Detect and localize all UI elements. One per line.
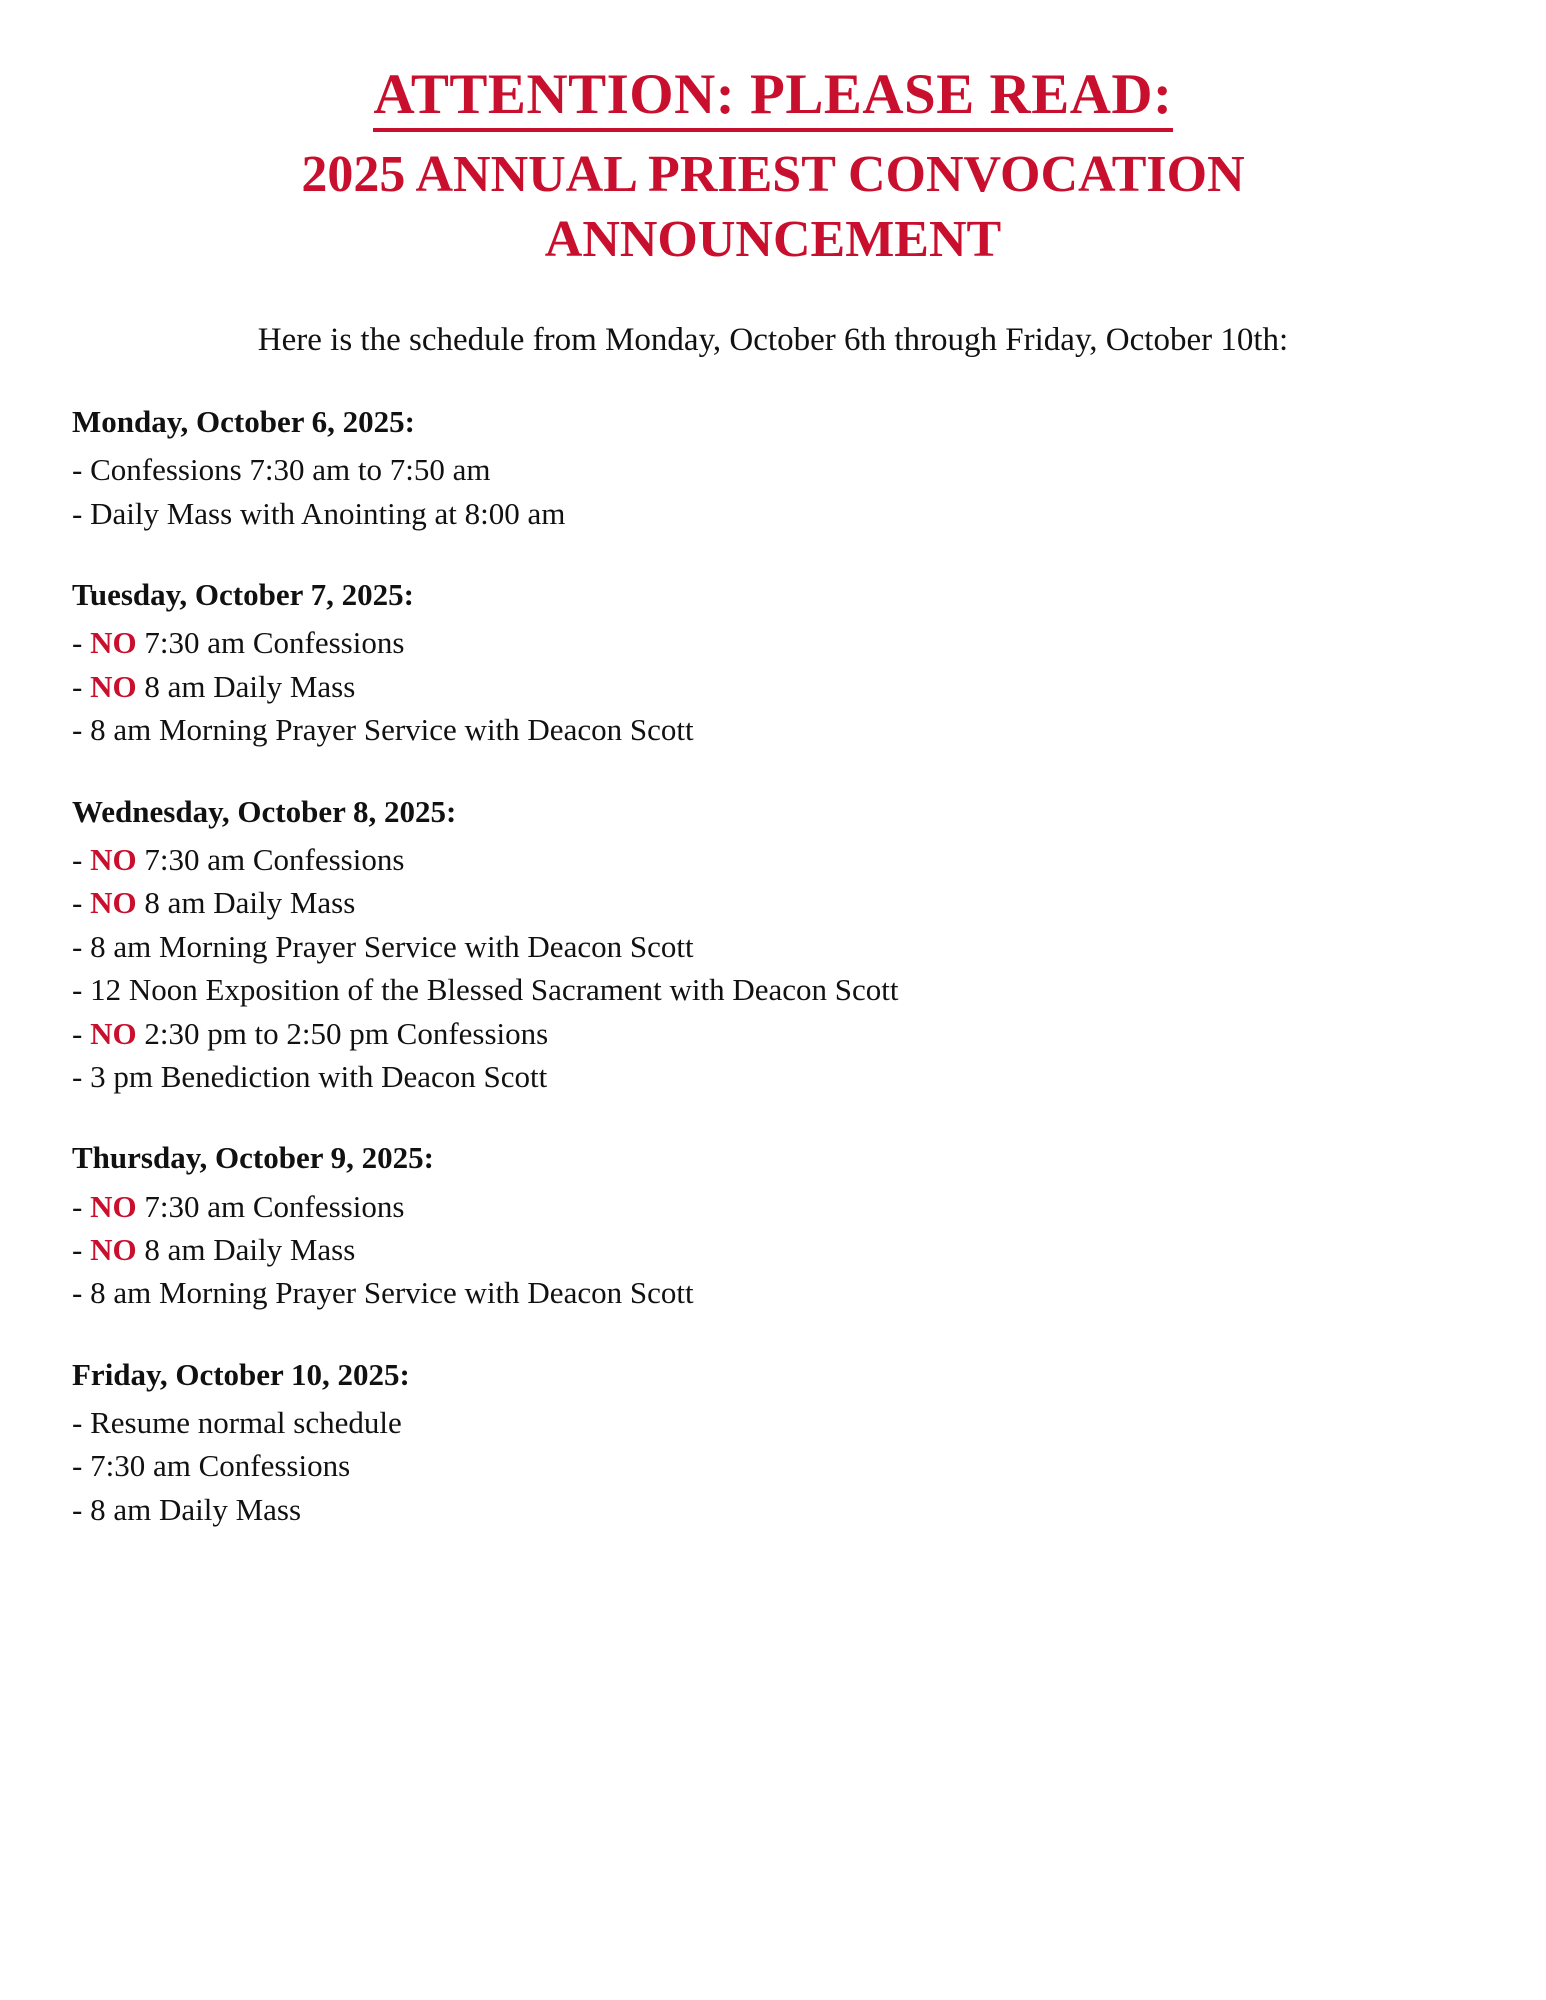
no-marker: NO [90,1188,137,1224]
day-heading: Tuesday, October 7, 2025: [72,577,414,613]
bullet-dash: - [72,885,91,921]
bullet-dash: - [72,1491,91,1527]
schedule-item [72,1444,1474,1487]
schedule-item [72,925,1474,968]
day-block [72,792,1474,1099]
bullet-dash: - [72,1448,91,1484]
bullet-dash: - [72,1015,91,1051]
schedule-item-text: 7:30 am Confessions [136,625,405,661]
day-heading: Friday, October 10, 2025: [72,1356,410,1392]
schedule-item [72,448,1474,491]
bullet-dash: - [72,1058,91,1094]
no-marker: NO [90,885,137,921]
schedule-item-text: 12 Noon Exposition of the Blessed Sacrament with Deacon Scott [90,972,899,1008]
attention-heading [72,62,1474,128]
schedule-item-text: 8 am Daily Mass [90,1491,302,1527]
schedule-item-text: 7:30 am Confessions [136,1188,405,1224]
bullet-dash: - [72,712,91,748]
schedule-item-text: 3 pm Benediction with Deacon Scott [90,1058,548,1094]
page-title: 2025 ANNUAL PRIEST CONVOCATION ANNOUNCEMENT [301,145,1245,268]
schedule-item-text: Resume normal schedule [90,1405,402,1441]
bullet-dash: - [72,625,91,661]
schedule-item [72,968,1474,1011]
schedule-item [72,665,1474,708]
schedule-item-text: 8 am Morning Prayer Service with Deacon Scott [90,712,694,748]
bullet-dash: - [72,495,91,531]
schedule-item-text: 8 am Daily Mass [136,668,356,704]
no-marker: NO [90,841,137,877]
intro-text: Here is the schedule from Monday, October 6th through Friday, October 10th: [257,321,1289,358]
schedule-item [72,1271,1474,1314]
schedule-item-text: 2:30 pm to 2:50 pm Confessions [136,1015,549,1051]
no-marker: NO [90,1015,137,1051]
day-block [72,402,1474,535]
schedule-item [72,881,1474,924]
day-block [72,575,1474,751]
bullet-dash: - [72,668,91,704]
schedule-item-text: 8 am Daily Mass [136,1231,356,1267]
bullet-dash: - [72,1405,91,1441]
bullet-dash: - [72,928,91,964]
schedule-item [72,1228,1474,1271]
schedule-item [72,838,1474,881]
attention-heading-text: ATTENTION: PLEASE READ: [373,63,1172,132]
schedule-item [72,492,1474,535]
bullet-dash: - [72,841,91,877]
schedule-item [72,1401,1474,1444]
bullet-dash: - [72,1188,91,1224]
day-heading: Wednesday, October 8, 2025: [72,793,457,829]
schedule-item-text: 8 am Morning Prayer Service with Deacon Scott [90,1275,694,1311]
no-marker: NO [90,1231,137,1267]
bullet-dash: - [72,1231,91,1267]
schedule-item-text: Daily Mass with Anointing at 8:00 am [90,495,566,531]
bullet-dash: - [72,1275,91,1311]
no-marker: NO [90,625,137,661]
no-marker: NO [90,668,137,704]
bullet-dash: - [72,972,91,1008]
schedule-item [72,1055,1474,1098]
schedule-item-text: Confessions 7:30 am to 7:50 am [90,452,491,488]
schedule-item-text: 8 am Daily Mass [136,885,356,921]
schedule-item [72,621,1474,664]
schedule-list [72,402,1474,1531]
schedule-item [72,1488,1474,1531]
bullet-dash: - [72,452,91,488]
day-heading: Thursday, October 9, 2025: [72,1140,434,1176]
schedule-item-text: 7:30 am Confessions [136,841,405,877]
day-heading: Monday, October 6, 2025: [72,404,415,440]
schedule-item-text: 8 am Morning Prayer Service with Deacon Scott [90,928,694,964]
schedule-item [72,708,1474,751]
day-block [72,1138,1474,1314]
schedule-item [72,1012,1474,1055]
day-block [72,1355,1474,1531]
schedule-item-text: 7:30 am Confessions [90,1448,351,1484]
schedule-item [72,1185,1474,1228]
